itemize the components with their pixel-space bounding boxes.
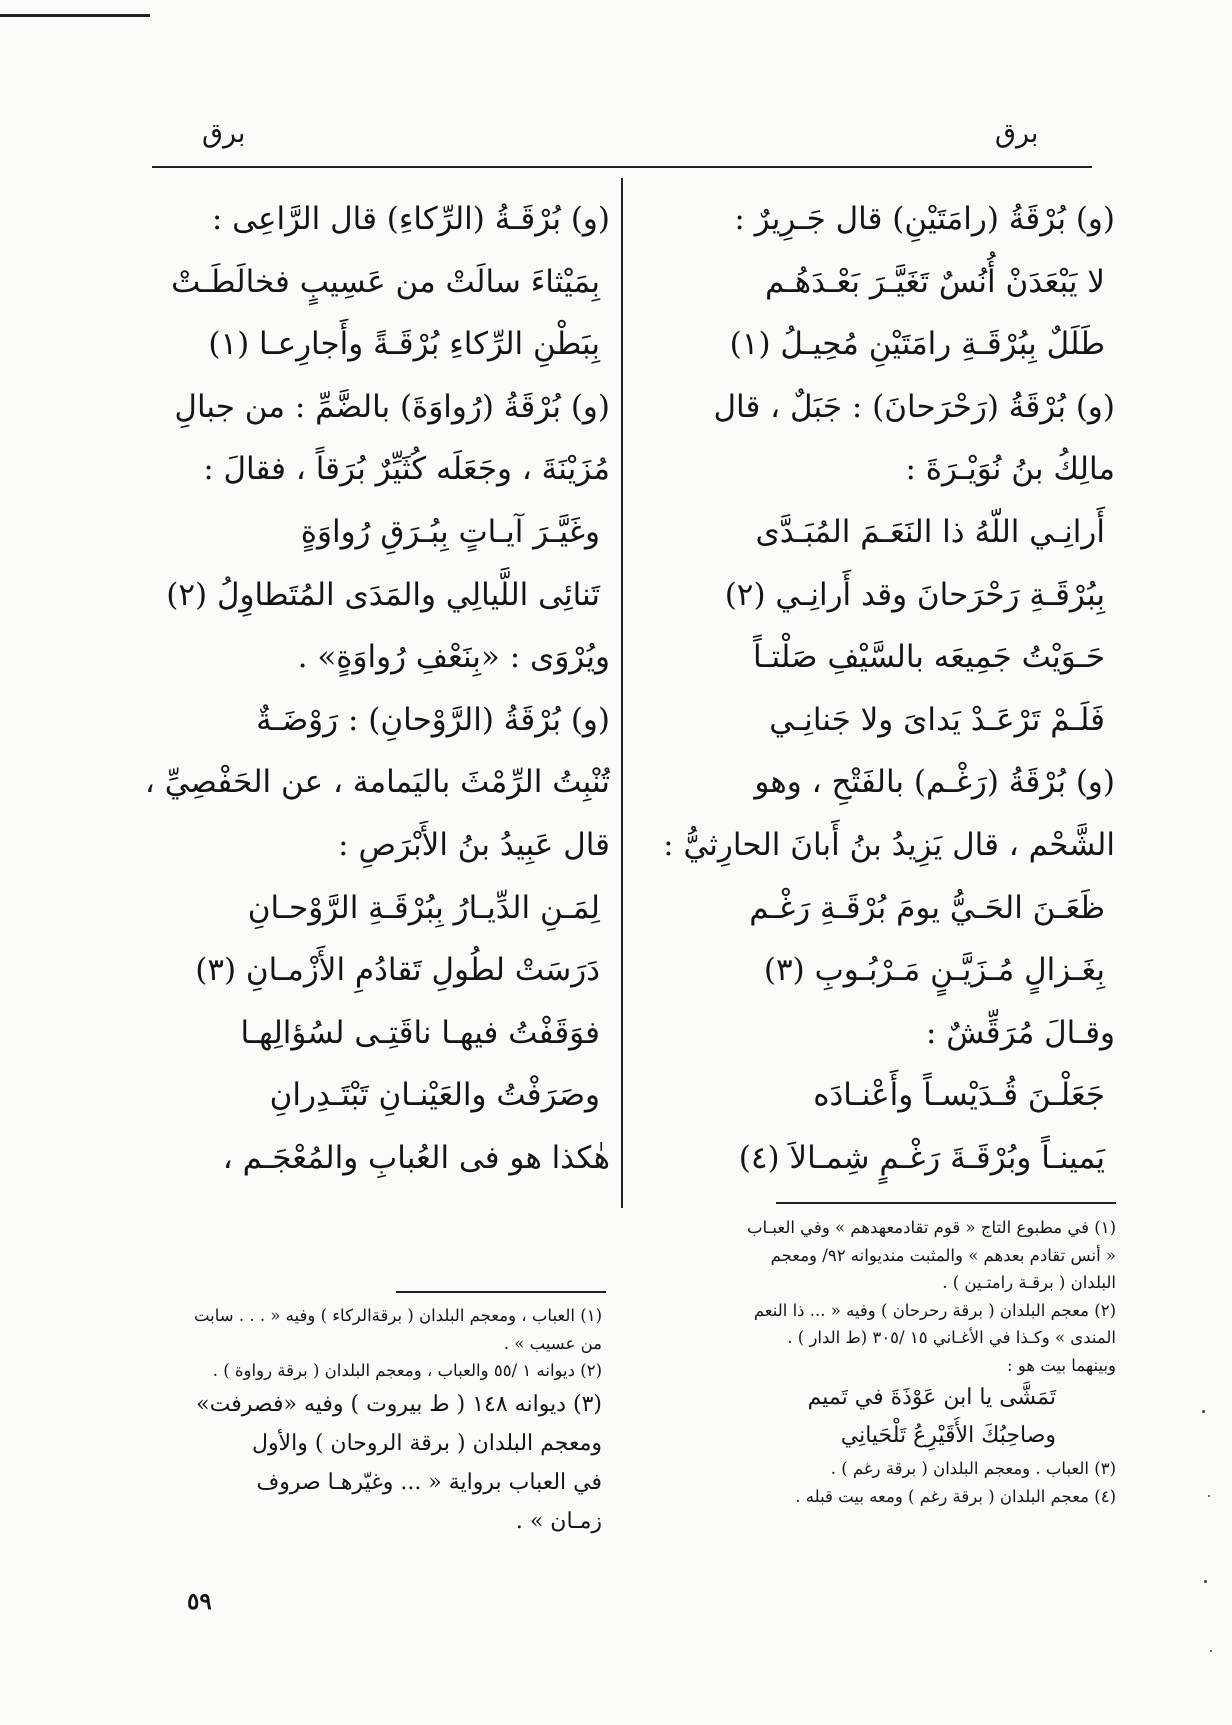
scan-speck [1208,1495,1210,1497]
verse-line: طَلَلٌ بِبُرْقَـةِ رامَتَيْنِ مُحِيـلُ (١) [729,326,1105,363]
footnote-line: في العباب برواية « ... وغيّرهـا صروف [256,1469,602,1495]
text-line: (و) بُرْقَةُ (رامَتَيْنِ) قال جَـرِيرٌ : [734,201,1115,237]
verse-line: تَنائِى اللَّيالِي والمَدَى المُتَطاوِلُ (٢) [166,576,600,613]
text-line: (و) بُرْقَةُ (رَحْرَحانَ) : جَبَلٌ ، قال [713,388,1115,425]
text-line: تُنْبِتُ الرِّمْثَ باليَمامة ، عن الحَفْصِيِّ ، [144,764,610,801]
running-header-left: برق [202,118,246,149]
verse-line: يَمينـاً وبُرْقَـةَ رَغْـمٍ شِمـالاَ (٤) [738,1139,1105,1176]
footnote-line: « أنس تقادم بعدهم » والمثبت مندیوانه ٩٢/ ومعجم [770,1245,1116,1265]
column-divider [621,178,623,1208]
footnote-verse: وصاحِبُكَ الأُقَيْرِعُ تَلْحَيانِي [840,1423,1056,1448]
text-line: (و) بُرْقَةُ (رَغْـم) بالفَتْحِ ، وهو [754,764,1115,801]
scan-speck [1204,1580,1207,1583]
text-line: (و) بُرْقَـةُ (الرِّكاءِ) قال الرَّاعِى : [211,201,610,237]
footnote-line: (٤) معجم البلدان ( برقة رغم ) ومعه بيت قبله . [795,1486,1116,1506]
footnote-verse: تَمَشَّى يا ابن عَوْذَةَ في تَميم [807,1385,1056,1410]
page-number: ٥٩ [187,1588,212,1615]
verse-line: بِمَيْثاءَ سالَتْ من عَسِيبٍ فخالَطَـتْ [171,263,600,300]
footnote-line: (٢) ديوانه ١ /٥٥ والعباب ، ومعجم البلدان ( برقة رواوة ) . [212,1361,602,1380]
verse-line: فَلَـمْ تَرْعَـدْ يَداىَ ولا جَنانِـي [769,701,1105,738]
header-rule [152,166,1092,168]
footnote-line: (٣) ديوانه ١٤٨ ( ط بيروت ) وفيه «فصرفت» [196,1391,602,1417]
verse-line: وغَيَّـرَ آيـاتٍ بِبُـرَقِ رُواوَةٍ [300,513,600,550]
footnote-line: (١) العباب ، ومعجم البلدان ( برقةالركاء ) وفيه « . . . سابت [193,1306,602,1325]
footnotes-right [660,1214,1116,1510]
verse-line: بِبُرْقَـةِ رَحْرَحانَ وقد أَرانِـي (٢) [724,576,1105,613]
verse-line: جَعَلْـنَ قُـدَيْسـاً وأَعْنـادَه [813,1077,1105,1114]
text-line: مُزَيْنَةَ ، وجَعَلَه كُثَيِّرٌ بُرَقاً ، فقالَ : [203,451,610,488]
verse-line: فوَقَفْتُ فيهـا ناقَتِـى لسُؤالِهـا [240,1014,600,1051]
footnote-line: ومعجم البلدان ( برقة الروحان ) والأول [251,1430,602,1456]
verse-line: بِبَطْنِ الرِّكاءِ بُرْقَـةً وأَجارِعـا (١) [208,326,600,363]
verse-line: دَرَسَتْ لطُولِ تَقادُمِ الأَزْمـانِ (٣) [195,952,600,989]
text-line: وقـالَ مُرَقِّشٌ : [925,1014,1115,1051]
scan-speck [1202,1410,1205,1413]
footnote-line: (٢) معجم البلدان ( برقة رحرحان ) وفيه « ... ذا النعم [753,1300,1116,1320]
scan-speck [1210,1650,1212,1652]
verse-line: ظَعَـنَ الحَـيُّ يومَ بُرْقَـةِ رَغْـم [749,889,1105,926]
text-line: هٰكذا هو فى العُبابِ والمُعْجَـم ، [222,1139,610,1176]
verse-line: حَـوَيْتُ جَمِيعَه بالسَّيْفِ صَلْتـاً [753,639,1105,676]
footnote-rule-left [396,1291,606,1293]
text-line: قال عَبِيدُ بنُ الأَبْرَصِ : [338,826,610,863]
text-line: الشَّحْم ، قال يَزِيدُ بنُ أَبانَ الحارِثيُّ : [663,826,1115,863]
text-line: (و) بُرْقَةُ (رُواوَةَ) بالضَّمِّ : من جبالِ [174,388,610,425]
verse-line: وصَرَفْتُ والعَيْنـانِ تَبْتَـدِرانِ [269,1077,600,1114]
footnote-line: البلدان ( برقـة رامتـين ) . [942,1273,1116,1292]
footnote-line: (٣) العباب . ومعجم البلدان ( برقة رغم ) . [830,1459,1116,1478]
scan-corner-mark [0,14,150,17]
left-column [140,188,610,1190]
verse-line: لا يَبْعَدَنْ أُنُسٌ تَغَيَّـرَ بَعْـدَهُـم [765,263,1105,300]
footnote-line: (١) في مطبوع التاج « قوم تقادمعهدهم » وفي العبـاب [746,1218,1116,1237]
text-line: ويُرْوَى : «بِنَعْفِ رُواوَةٍ» . [297,639,610,676]
footnote-line: من عسيب » . [503,1333,602,1353]
text-line: مالِكُ بنُ نُوَيْـرَةَ : [905,451,1115,488]
footnote-line: المندى » وكـذا في الأغـاني ١٥ /٣٠٥ (ط الدار ) . [787,1328,1116,1347]
footnote-line: زمـان » . [515,1508,602,1534]
footnote-rule-right [776,1202,1116,1204]
footnote-line: وبينهما بيت هو : [1007,1355,1116,1375]
verse-line: أَرانِـي اللّهُ ذا النَعَـمَ المُبَـدَّى [755,513,1105,550]
footnotes-left [172,1302,602,1541]
text-line: (و) بُرْقَةُ (الرَّوْحانِ) : رَوْضَـةٌ [256,701,610,738]
right-column [660,188,1115,1190]
verse-line: لِمَـنِ الدِّيـارُ بِبُرْقَـةِ الرَّوْحـانِ [247,889,600,926]
verse-line: بِغَـزالٍ مُـزَيَّـنٍ مَـرْبُـوبِ (٣) [763,952,1105,989]
running-header-right: برق [995,118,1039,149]
